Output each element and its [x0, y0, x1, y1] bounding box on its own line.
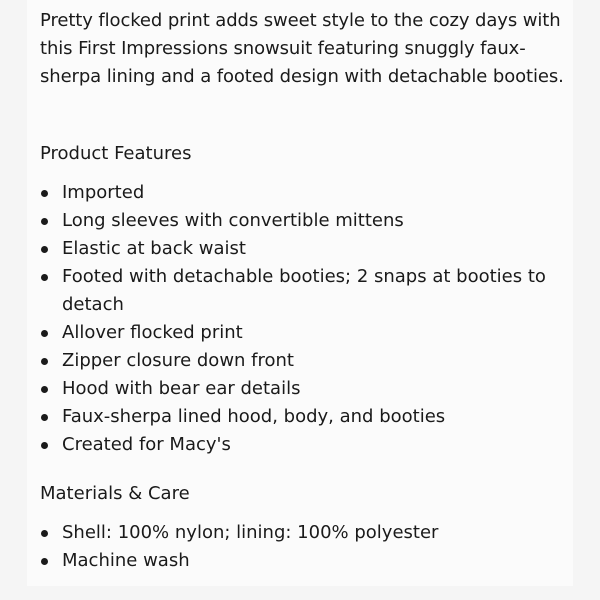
- materials-care-list: [40, 519, 560, 575]
- care-text: Machine wash: [62, 550, 190, 571]
- feature-text: Allover flocked print: [62, 322, 243, 343]
- list-item: [40, 347, 560, 375]
- list-item: [40, 207, 560, 235]
- list-item: [40, 547, 560, 575]
- feature-text: Faux-sherpa lined hood, body, and booties: [62, 406, 446, 427]
- bullet-icon: [41, 530, 48, 537]
- list-item: [40, 319, 560, 347]
- bullet-icon: [41, 386, 48, 393]
- feature-text: Created for Macy's: [62, 434, 231, 455]
- product-features-list: [40, 179, 560, 459]
- feature-text: Imported: [62, 182, 145, 203]
- list-item: [40, 403, 560, 431]
- feature-text: Zipper closure down front: [62, 350, 294, 371]
- list-item: [40, 235, 560, 263]
- bullet-icon: [41, 218, 48, 225]
- feature-text: Hood with bear ear details: [62, 378, 301, 399]
- bullet-icon: [41, 190, 48, 197]
- feature-text: Elastic at back waist: [62, 238, 246, 259]
- bullet-icon: [41, 358, 48, 365]
- feature-text: Long sleeves with convertible mittens: [62, 210, 404, 231]
- bullet-icon: [41, 442, 48, 449]
- list-item: [40, 179, 560, 207]
- care-text: Shell: 100% nylon; lining: 100% polyester: [62, 522, 439, 543]
- bullet-icon: [41, 330, 48, 337]
- materials-care-heading: Materials & Care: [40, 483, 190, 504]
- bullet-icon: [41, 414, 48, 421]
- bullet-icon: [41, 558, 48, 565]
- list-item: [40, 375, 560, 403]
- bullet-icon: [41, 274, 48, 281]
- list-item: [40, 263, 560, 319]
- product-description: Pretty flocked print adds sweet style to the cozy days with this First Impressions snowsuit featuring snuggly faux-sherpa lining and a footed design with detachable booties.: [40, 10, 564, 87]
- list-item: [40, 519, 560, 547]
- product-features-heading: Product Features: [40, 143, 192, 164]
- feature-text: Footed with detachable booties; 2 snaps at booties to detach: [62, 266, 546, 315]
- bullet-icon: [41, 246, 48, 253]
- product-details-card: [27, 0, 573, 586]
- list-item: [40, 431, 560, 459]
